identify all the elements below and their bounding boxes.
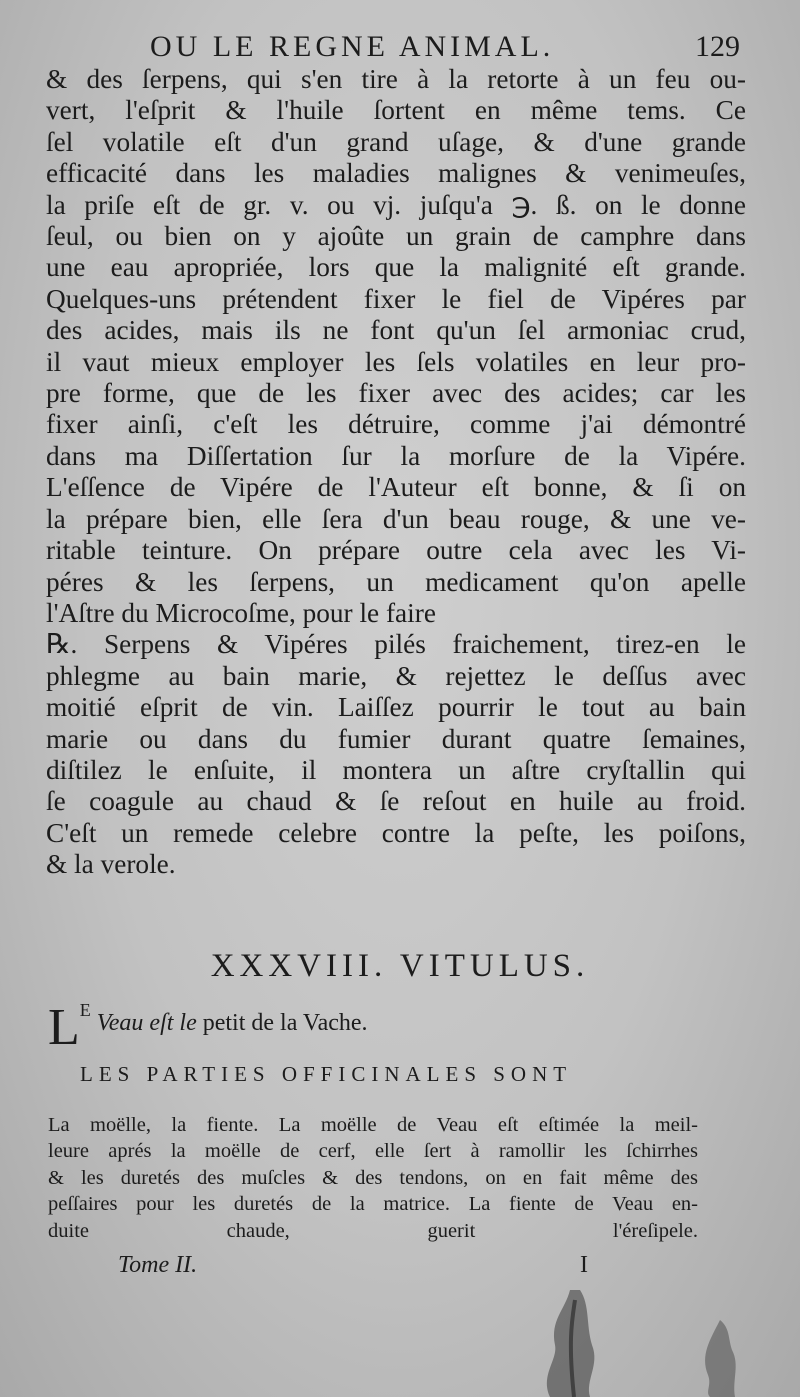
body-line: L'eſſence de Vipére de l'Auteur eſt bonne, & ſi on bbox=[46, 472, 746, 503]
small-line: duite chaude, guerit l'éreſipele. bbox=[48, 1219, 698, 1242]
running-title: OU LE REGNE ANIMAL. bbox=[150, 30, 555, 63]
body-line: des acides, mais ils ne font qu'un ſel armoniac crud, bbox=[46, 315, 746, 346]
small-line: peſſaires pour les duretés de la matrice. La fiente de Veau en- bbox=[48, 1193, 698, 1216]
body-line: fixer ainſi, c'eſt les détruire, comme j'ai démontré bbox=[46, 409, 746, 440]
definition-line bbox=[48, 999, 748, 1056]
ink-stain-icon bbox=[530, 1290, 620, 1397]
body-line: marie ou dans du fumier durant quatre ſemaines, bbox=[46, 723, 746, 754]
body-line: diſtilez le enſuite, il montera un aſtre cryſtallin qui bbox=[46, 754, 746, 785]
body-line: vert, l'eſprit & l'huile ſortent en même tems. Ce bbox=[46, 95, 746, 126]
body-line: la prépare bien, elle ſera d'un beau rouge, & une ve- bbox=[46, 503, 746, 534]
body-paragraph bbox=[46, 64, 746, 881]
parts-heading: LES PARTIES OFFICINALES SONT bbox=[80, 1062, 573, 1086]
definition-text: petit de la Vache. bbox=[202, 1010, 368, 1036]
definition-italic: Veau eſt le bbox=[96, 1010, 197, 1036]
section-heading: XXXVIII. VITULUS. bbox=[210, 948, 590, 984]
body-line: Quelques-uns prétendent fixer le fiel de Vipéres par bbox=[46, 283, 746, 314]
signature-mark: I bbox=[580, 1252, 588, 1278]
body-line: il vaut mieux employer les ſels volatiles en leur pro- bbox=[46, 346, 746, 377]
body-line: dans ma Diſſertation ſur la morſure de la Vipére. bbox=[46, 440, 746, 471]
small-line: La moëlle, la fiente. La moëlle de Veau eſt eſtimée la meil- bbox=[48, 1114, 698, 1136]
body-line: l'Aſtre du Microcoſme, pour le faire bbox=[46, 597, 436, 628]
small-cap: E bbox=[79, 1000, 91, 1020]
page-footer bbox=[118, 1252, 588, 1288]
body-line: pre forme, que de les fixer avec des acides; car les bbox=[46, 378, 746, 409]
body-line: ſeul, ou bien on y ajoûte un grain de camphre dans bbox=[46, 221, 746, 252]
small-line: & les duretés des muſcles & des tendons, on en fait même des bbox=[48, 1166, 698, 1189]
body-line: efficacité dans les maladies malignes & venimeuſes, bbox=[46, 158, 746, 189]
volume-label: Tome II. bbox=[118, 1252, 198, 1278]
body-line: C'eſt un remede celebre contre la peſte, les poiſons, bbox=[46, 817, 746, 848]
drop-cap: L bbox=[48, 999, 80, 1056]
ink-stain-icon bbox=[690, 1320, 750, 1397]
officinal-parts-paragraph bbox=[48, 1112, 698, 1244]
page-number: 129 bbox=[695, 30, 740, 63]
body-line: ritable teinture. On prépare outre cela avec les Vi- bbox=[46, 535, 746, 566]
body-line: & la verole. bbox=[46, 849, 176, 880]
body-line: phlegme au bain marie, & rejettez le deſſus avec bbox=[46, 660, 746, 691]
recipe-line: ℞. Serpens & Vipéres pilés fraichement, tirez-en le bbox=[46, 629, 746, 660]
body-line: moitié eſprit de vin. Laiſſez pourrir le tout au bain bbox=[46, 692, 746, 723]
body-line: ſe coagule au chaud & ſe reſout en huile au froid. bbox=[46, 786, 746, 817]
body-line: péres & les ſerpens, un medicament qu'on apelle bbox=[46, 566, 746, 597]
body-line: & des ſerpens, qui s'en tire à la retorte à un feu ou- bbox=[46, 64, 746, 94]
small-line: leure aprés la moëlle de cerf, elle ſert à ramollir les ſchirrhes bbox=[48, 1140, 698, 1163]
body-line: la priſe eſt de gr. v. ou vj. juſqu'a ℈. ß. on le donne bbox=[46, 189, 746, 220]
body-line: ſel volatile eſt d'un grand uſage, & d'une grande bbox=[46, 126, 746, 157]
body-line: une eau apropriée, lors que la malignité eſt grande. bbox=[46, 252, 746, 283]
